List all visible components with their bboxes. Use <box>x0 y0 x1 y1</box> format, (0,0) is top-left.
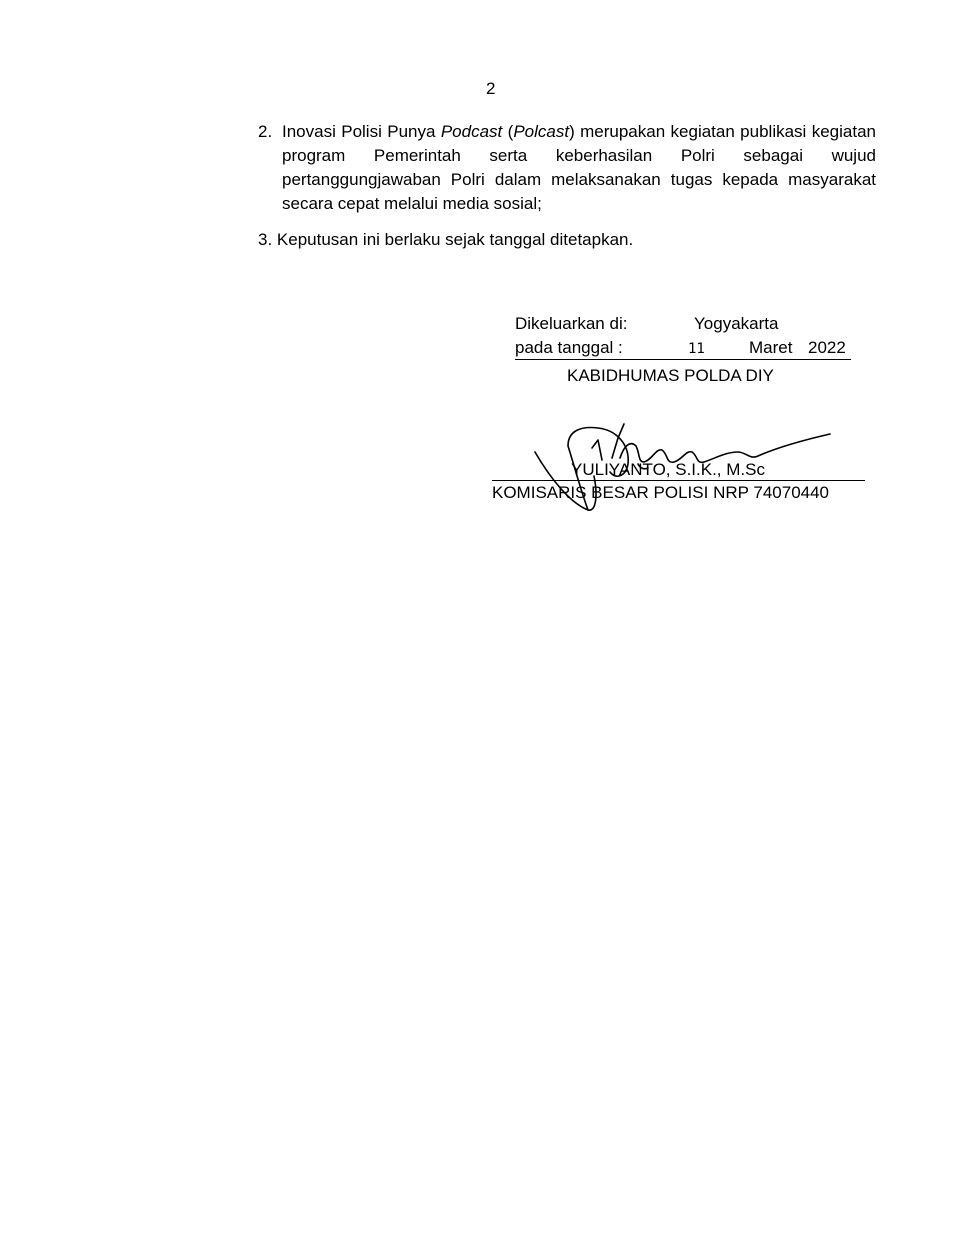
list-item-text-middle: ( <box>502 122 514 141</box>
list-item-2 <box>258 120 876 216</box>
signatory-rank: KOMISARIS BESAR POLISI NRP 74070440 <box>492 483 830 502</box>
podcast-term: Podcast <box>440 122 503 141</box>
signatory-office: KABIDHUMAS POLDA DIY <box>567 366 774 385</box>
polcast-term: Polcast <box>513 122 570 141</box>
issuance-block <box>515 312 851 360</box>
issued-place-label: Dikeluarkan di: <box>515 314 628 333</box>
issued-date-row <box>515 336 851 360</box>
issued-date-day: 11 <box>688 341 705 357</box>
signatory-name: YULIYANTO, S.I.K., M.Sc <box>571 460 765 479</box>
issued-date-month: Maret <box>749 338 793 357</box>
list-item-text-before: Inovasi Polisi Punya <box>282 122 441 141</box>
date-underline <box>515 359 851 360</box>
list-item-number: 2. <box>258 122 273 141</box>
list-item-text-after: ) merupakan kegiatan publikasi kegiatan program Pemerintah serta keberhasilan Polri sebagai wujud pertanggungjawaban Polri dalam melaksanakan tugas kepada masyarakat secara cepat melalui media sosial; <box>282 122 876 213</box>
list-item-3: 3. Keputusan ini berlaku sejak tanggal ditetapkan. <box>258 230 634 249</box>
page-number: 2 <box>486 79 496 98</box>
issued-place-value: Yogyakarta <box>694 314 779 333</box>
issued-date-year: 2022 <box>808 338 846 357</box>
issued-date-label: pada tanggal : <box>515 338 623 357</box>
issued-place-row <box>515 312 851 336</box>
